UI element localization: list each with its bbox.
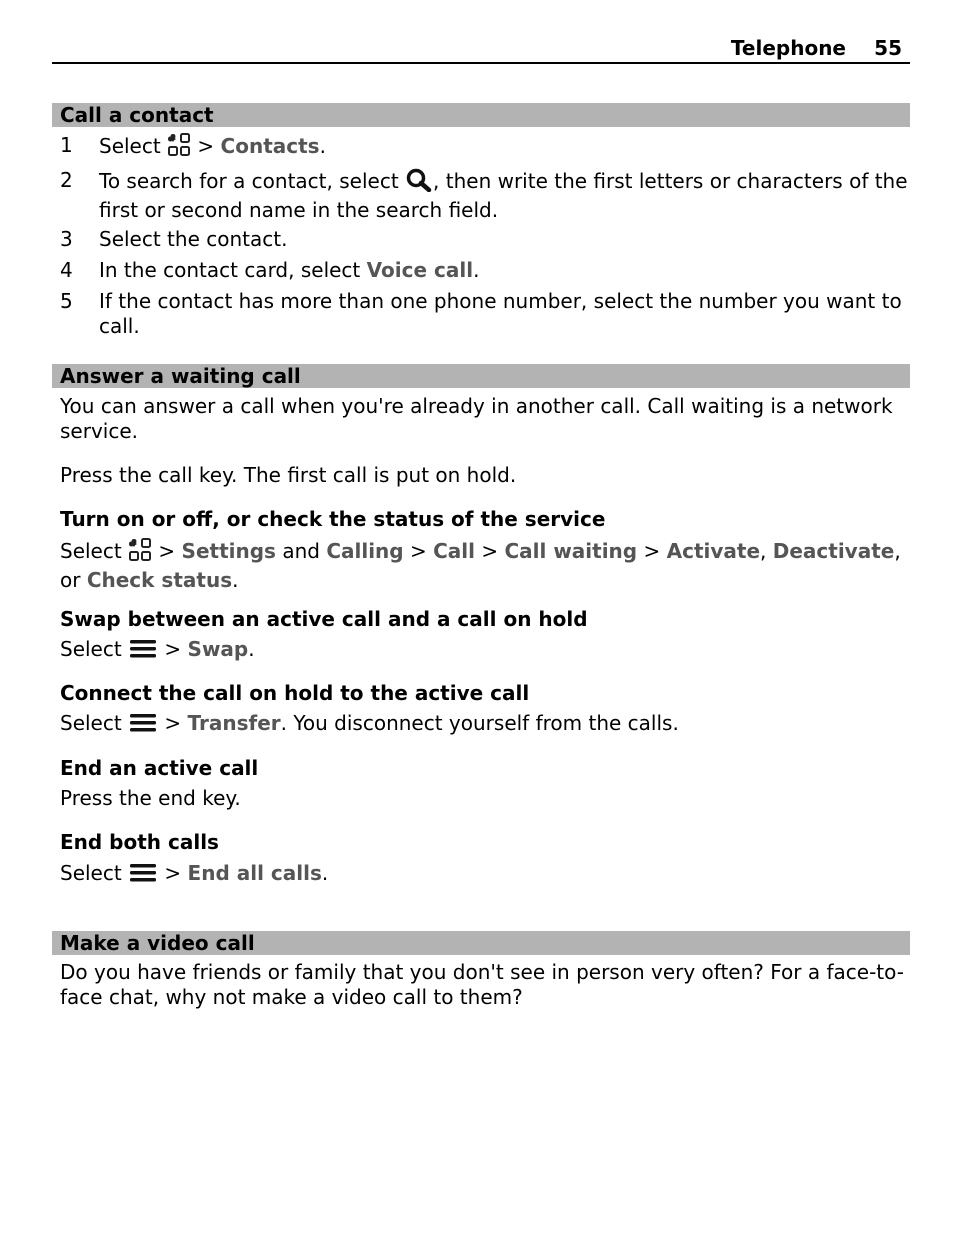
options-menu-icon bbox=[128, 638, 158, 666]
paragraph: Press the end key. bbox=[60, 786, 241, 810]
paragraph: Select > Transfer. You disconnect yourself from the calls. bbox=[60, 711, 910, 740]
apps-menu-icon bbox=[167, 133, 191, 163]
subheading: Turn on or off, or check the status of the service bbox=[60, 507, 606, 531]
options-menu-icon bbox=[128, 712, 158, 740]
subheading: Swap between an active call and a call on hold bbox=[60, 607, 588, 631]
subheading: End both calls bbox=[60, 830, 219, 854]
paragraph: Select > Swap. bbox=[60, 637, 910, 666]
step-text: If the contact has more than one phone number, select the number you want to call. bbox=[99, 289, 902, 338]
options-menu-icon bbox=[128, 862, 158, 890]
apps-menu-icon bbox=[128, 538, 152, 568]
paragraph: You can answer a call when you're already in another call. Call waiting is a network service. bbox=[60, 394, 893, 443]
step-number: 5 bbox=[60, 289, 73, 313]
page-header bbox=[52, 36, 910, 64]
step-text: To search for a contact, select , then write the first letters or characters of the first or second name in the search field. bbox=[99, 169, 908, 222]
paragraph: Do you have friends or family that you don't see in person very often? For a face-to-face chat, why not make a video call to them? bbox=[60, 960, 904, 1009]
step-number: 4 bbox=[60, 258, 73, 282]
section-heading-video-call: Make a video call bbox=[52, 931, 910, 955]
subheading: Connect the call on hold to the active call bbox=[60, 681, 530, 705]
section-heading-waiting-call: Answer a waiting call bbox=[52, 364, 910, 388]
step-number: 1 bbox=[60, 133, 73, 157]
paragraph: Press the call key. The first call is put on hold. bbox=[60, 463, 517, 487]
paragraph: Select > End all calls. bbox=[60, 861, 910, 890]
step-number: 3 bbox=[60, 227, 73, 251]
step-text: In the contact card, select Voice call. bbox=[99, 258, 480, 282]
step-text: Select > Contacts. bbox=[99, 133, 910, 163]
page-number: 55 bbox=[874, 36, 902, 60]
chapter-title: Telephone bbox=[730, 36, 846, 60]
paragraph: Select > Settings and Calling > Call > Call waiting > Activate, Deactivate, or Check status. bbox=[60, 539, 901, 592]
step-number: 2 bbox=[60, 168, 73, 192]
step-text: Select the contact. bbox=[99, 227, 288, 251]
search-icon bbox=[405, 168, 433, 198]
subheading: End an active call bbox=[60, 756, 259, 780]
section-heading-call-contact: Call a contact bbox=[52, 103, 910, 127]
